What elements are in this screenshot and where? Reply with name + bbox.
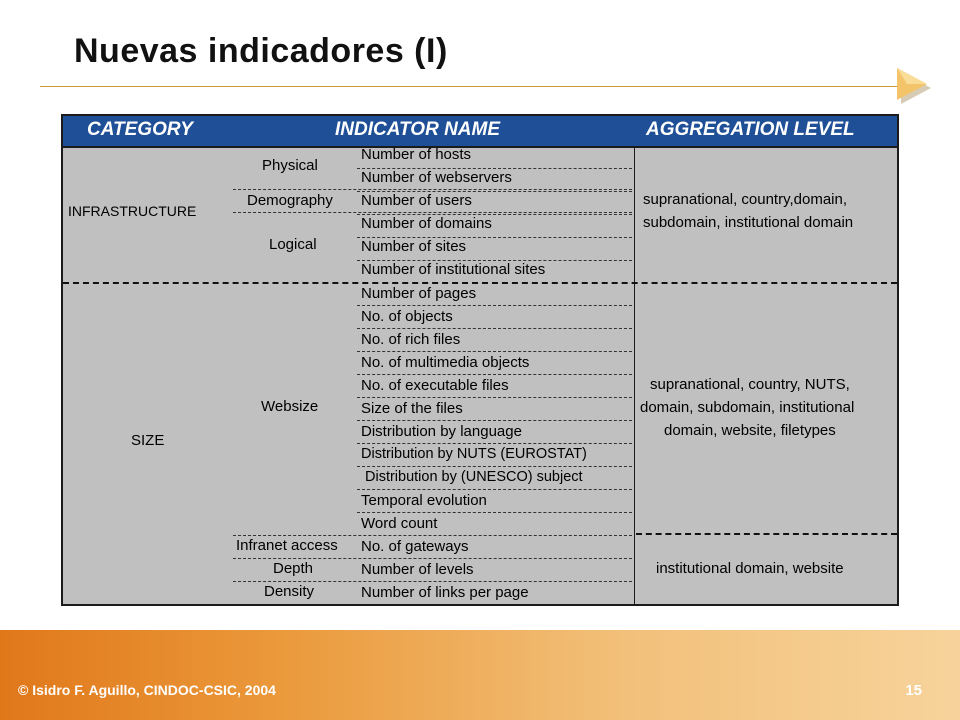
indicator-distribution-by-unesco-subject: Distribution by (UNESCO) subject [365, 469, 583, 485]
row-divider [357, 397, 632, 398]
indicator-number-of-levels: Number of levels [361, 561, 474, 578]
indicator-no-of-executable-files: No. of executable files [361, 377, 509, 394]
row-divider [357, 374, 632, 375]
category-infrastructure: INFRASTRUCTURE [68, 203, 197, 219]
row-divider [357, 305, 632, 306]
subcategory-depth: Depth [273, 560, 314, 577]
aggregation-size-line-1: supranational, country, NUTS, [650, 376, 850, 393]
aggregation-institutional-domain-website: institutional domain, website [656, 560, 844, 577]
subcategory-infranet-access: Infranet access [236, 537, 338, 554]
row-divider [357, 466, 632, 467]
row-divider [233, 581, 632, 582]
row-divider [233, 535, 632, 536]
table-header [63, 116, 897, 148]
row-divider [233, 212, 632, 213]
row-divider [357, 191, 632, 192]
subcategory-density: Density [264, 583, 315, 600]
subcategory-physical: Physical [262, 157, 318, 174]
slide-title: Nuevas indicadores (I) [74, 32, 448, 70]
subcategory-websize: Websize [261, 398, 319, 415]
aggregation-size-line-2: domain, subdomain, institutional [640, 399, 855, 416]
indicator-number-of-links-per-page: Number of links per page [361, 584, 529, 601]
row-divider [233, 189, 632, 190]
row-divider [357, 351, 632, 352]
header-category: CATEGORY [87, 119, 193, 140]
column-divider [634, 148, 635, 604]
arrow-right-icon [897, 66, 931, 106]
indicator-size-of-the-files: Size of the files [361, 400, 463, 417]
indicator-number-of-sites: Number of sites [361, 238, 467, 255]
row-divider [357, 260, 632, 261]
subcategory-demography: Demography [247, 192, 333, 209]
row-divider [357, 489, 632, 490]
page-number: 15 [905, 682, 922, 699]
row-divider [357, 168, 632, 169]
indicator-number-of-domains: Number of domains [361, 215, 492, 232]
aggregation-infrastructure-line-1: supranational, country,domain, [643, 191, 848, 208]
copyright-text: © Isidro F. Aguillo, CINDOC-CSIC, 2004 [18, 682, 276, 698]
aggregation-separator [636, 533, 897, 535]
indicator-number-of-institutional-sites: Number of institutional sites [361, 261, 546, 278]
indicators-table [61, 114, 899, 606]
indicator-number-of-hosts: Number of hosts [361, 146, 472, 163]
row-divider [357, 214, 632, 215]
row-divider [357, 443, 632, 444]
row-divider [357, 512, 632, 513]
row-divider [233, 558, 632, 559]
aggregation-size-line-3: domain, website, filetypes [664, 422, 836, 439]
header-aggregation-level: AGGREGATION LEVEL [646, 119, 855, 140]
category-size: SIZE [131, 432, 165, 449]
subcategory-logical: Logical [269, 236, 317, 253]
row-divider [357, 237, 632, 238]
group-separator [63, 282, 897, 284]
indicator-no-of-objects: No. of objects [361, 308, 453, 325]
indicator-number-of-pages: Number of pages [361, 285, 477, 302]
row-divider [357, 420, 632, 421]
row-divider [357, 328, 632, 329]
title-divider [40, 86, 902, 87]
indicator-distribution-by-nuts: Distribution by NUTS (EUROSTAT) [361, 446, 587, 462]
footer-band [0, 630, 960, 720]
indicator-temporal-evolution: Temporal evolution [361, 492, 487, 509]
aggregation-infrastructure-line-2: subdomain, institutional domain [643, 214, 854, 231]
indicator-no-of-multimedia-objects: No. of multimedia objects [361, 354, 530, 371]
indicator-number-of-users: Number of users [361, 192, 472, 209]
indicator-no-of-rich-files: No. of rich files [361, 331, 461, 348]
indicator-word-count: Word count [361, 515, 438, 532]
indicator-number-of-webservers: Number of webservers [361, 169, 512, 186]
indicator-no-of-gateways: No. of gateways [361, 538, 469, 555]
header-indicator-name: INDICATOR NAME [335, 119, 501, 140]
indicator-distribution-by-language: Distribution by language [361, 423, 522, 440]
